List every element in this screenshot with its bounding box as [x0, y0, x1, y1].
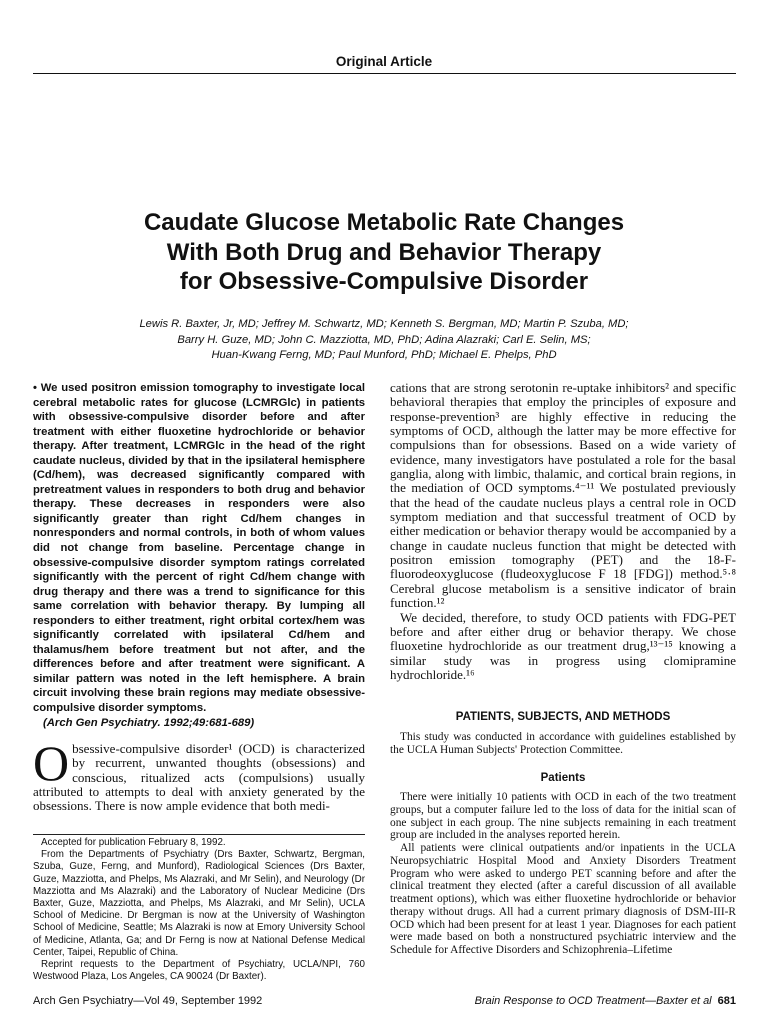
running-title: Brain Response to OCD Treatment—Baxter et al — [474, 995, 712, 1007]
author-list — [60, 317, 708, 364]
abstract — [33, 381, 365, 730]
running-footer — [475, 995, 736, 1007]
methods-heading: PATIENTS, SUBJECTS, AND METHODS — [455, 711, 671, 723]
intro-text: bsessive-compulsive disorder¹ (OCD) is characterized by recurrent, unwanted thoughts (obsessions) and conscious, ritualized acts (compulsions) usually attributed to attempts to deal with anxiety generated by the obsessions. There is now ample evidence that both medi- — [33, 741, 365, 814]
patients-paragraph-1: There were initially 10 patients with OCD in each of the two treatment groups, but a computer failure led to the loss of data for the initial scan of one subject in each group. The nine subjects remaining in each treatment group are included in the analyses reported herein. — [390, 791, 736, 842]
introduction — [33, 735, 365, 814]
journal-footer: Arch Gen Psychiatry—Vol 49, September 1992 — [33, 995, 263, 1007]
footnotes — [33, 837, 365, 983]
right-column-body — [390, 381, 736, 682]
title-line-3: for Obsessive-Compulsive Disorder — [179, 268, 589, 295]
title-line-2: With Both Drug and Behavior Therapy — [166, 238, 602, 266]
methods-section — [390, 731, 736, 757]
page-number: 681 — [717, 995, 736, 1007]
patients-section — [390, 791, 736, 957]
footnote-accepted: Accepted for publication February 8, 1992. — [41, 837, 226, 848]
authors-line-2: Barry H. Guze, MD; John C. Mazziotta, MD, PhD; Adina Alazraki; Carl E. Selin, MS; — [177, 333, 591, 346]
header-rule — [33, 73, 736, 74]
abstract-citation: (Arch Gen Psychiatry. 1992;49:681-689) — [43, 716, 255, 729]
patients-paragraph-2: All patients were clinical outpatients and/or inpatients in the UCLA Neuropsychiatric Hospital Mood and Anxiety Disorders Treatment Program who were asked to undergo PET scanning before and after the clinical treatment they elected (after a careful discussion of all available treatment options), which was either fluoxetine hydrochloride or behavior therapy without drugs. All had a current primary diagnosis of DSM-III-R OCD which had been present for at least 1 year. Diagnoses for each patient were made based on both a nonstructured psychiatric interview and the Schedule for Affective Disorders and Schizophrenia–Lifetime — [390, 842, 736, 956]
footnote-reprints: Reprint requests to the Department of Psychiatry, UCLA/NPI, 760 Westwood Plaza, Los Angeles, CA 90024 (Dr Baxter). — [33, 959, 365, 983]
body-paragraph-1: cations that are strong serotonin re-uptake inhibitors² and specific behavioral therapies that employ the principles of exposure and response-prevention³ are highly effective in reducing the symptoms of OCD, although the latter may be more effective for compulsions than for obsessions. Based on a wide variety of evidence, many investigators have postulated a role for the basal ganglia, along with limbic, thalamic, and cortical brain regions, in the mediation of OCD symptoms.⁴⁻¹¹ We postulated previously that the head of the caudate nucleus plays a central role in OCD symptom mediation and that successful treatment of OCD by either medication or behavior therapy would be accompanied by a change in caudate nucleus function that might be detected with positron emission tomography (PET) and the 18-F-fluorodeoxyglucose (fludeoxyglucose F 18 [FDG]) method.⁵·⁸ Cerebral glucose metabolism is a sensitive indicator of brain function.¹² — [390, 380, 736, 611]
abstract-text: • We used positron emission tomography to investigate local cerebral metabolic rates for glucose (LCMRGlc) in patients with obsessive-compulsive disorder before and after treatment with either fluoxetine hydrochloride or behavior therapy. After treatment, LCMRGlc in the head of the right caudate nucleus, divided by that in the ipsilateral hemisphere (Cd/hem), was decreased significantly compared with pretreatment values in responders to both drug and behavior therapy. These decreases in responders were also significantly greater than right Cd/hem changes in nonresponders and normal controls, in both of whom values did not change from baseline. Percentage change in obsessive-compulsive disorder symptom ratings correlated significantly with the percent of right Cd/hem change with drug therapy and there was a trend to significance for this same correlation with behavior therapy. By lumping all responders to either treatment, right orbital cortex/hem was significantly correlated with ipsilateral Cd/hem and thalamus/hem before treatment but not after, and the differences before and after treatment were significant. A similar pattern was noted in the left hemisphere. A brain circuit involving these brain regions may mediate obsessive-compulsive disorder symptoms. — [33, 382, 365, 715]
patients-heading: Patients — [540, 772, 586, 784]
authors-line-1: Lewis R. Baxter, Jr, MD; Jeffrey M. Schwartz, MD; Kenneth S. Bergman, MD; Martin P. Szuba, MD; — [139, 318, 629, 330]
methods-text: This study was conducted in accordance with guidelines established by the UCLA Human Subjects' Protection Committee. — [390, 731, 736, 756]
article-title — [0, 208, 768, 297]
body-paragraph-2: We decided, therefore, to study OCD patients with FDG-PET before and after either drug or behavior therapy. We chose fluoxetine hydrochloride as our treatment drug,¹³⁻¹⁵ knowing a similar study was in progress using clomipramine hydrochloride.¹⁶ — [390, 609, 736, 682]
title-line-1: Caudate Glucose Metabolic Rate Changes — [143, 209, 625, 236]
footnote-rule — [33, 834, 365, 835]
authors-line-3: Huan-Kwang Ferng, MD; Paul Munford, PhD; Michael E. Phelps, PhD — [211, 349, 557, 361]
drop-cap: O — [33, 735, 70, 791]
section-label: Original Article — [335, 54, 433, 69]
footnote-departments: From the Departments of Psychiatry (Drs Baxter, Schwartz, Bergman, Szuba, Guze, Ferng, and Munford), Radiological Sciences (Drs Baxter, Guze, Mazziotta, and Phelps, Ms Alazraki, and Mr Selin), and Neurology (Dr Mazziotta and Ms Alazraki) and the Laboratory of Nuclear Medicine (Drs Baxter, Guze, Mazziotta, and Phelps, Ms Alazraki, and Mr Selin), UCLA School of Medicine. Dr Bergman is now at the University of Washington School of Medicine, Seattle; Ms Alazraki is now at Emory University School of Medicine, Atlanta, Ga; and Dr Ferng is now at National Defense Medical Center, Taipei, Republic of China. — [33, 849, 365, 958]
